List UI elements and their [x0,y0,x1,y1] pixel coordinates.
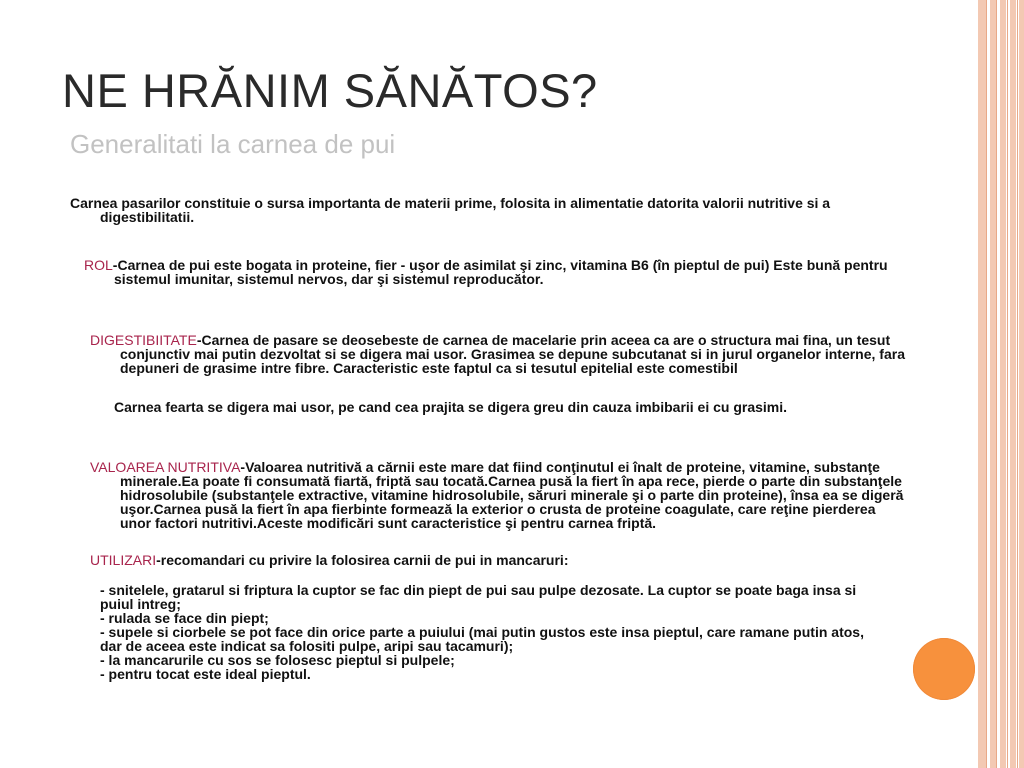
digestibilitate-note-text: Carnea fearta se digera mai usor, pe cand cea prajita se digera greu din cauza imbibarii ei cu grasimi. [114,399,788,415]
utilizari-paragraph [90,553,880,567]
utilizari-list [100,583,870,681]
decor-stripe [1010,0,1016,768]
digestibilitate-note [100,400,880,414]
valoare-paragraph [90,460,910,530]
decor-stripe-line [1017,0,1018,768]
rol-text: -Carnea de pui este bogata in proteine, fier - uşor de asimilat şi zinc, vitamina B6 (în pieptul de pui) Este bună pentru sistemul imunitar, sistemul nervos, dar şi sistemul reproducător. [112,257,888,287]
slide-subtitle: Generalitati la carnea de pui [70,129,396,159]
list-item: - supele si ciorbele se pot face din orice parte a puiului (mai putin gustos este insa pieptul, care ramane putin atos, dar de aceea este indicat sa folositi pulpe, aripi sau tacamuri); [100,624,864,654]
intro-paragraph: Carnea pasarilor constituie o sursa importanta de materii prime, folosita in alimentatie datorita valorii nutritive si a digestibilitatii. [70,195,831,225]
decor-stripe [1000,0,1006,768]
decor-stripe-line [1007,0,1008,768]
list-item: - pentru tocat este ideal pieptul. [100,666,311,682]
decor-stripe-line [996,0,997,768]
slide-title: NE HRĂNIM SĂNĂTOS? [62,64,598,117]
list-item: - snitelele, gratarul si friptura la cuptor se fac din piept de pui sau pulpe dezosate. La cuptor se poate baga insa si puiul intreg; [100,582,857,612]
decor-circle [913,638,975,700]
digestibilitate-paragraph [90,333,910,375]
decor-stripe [1019,0,1024,768]
list-item: - rulada se face din piept; [100,610,269,626]
list-item: - la mancarurile cu sos se folosesc pieptul si pulpele; [100,652,455,668]
valoare-label: VALOAREA NUTRITIVA [90,459,241,475]
decor-stripe [978,0,986,768]
rol-paragraph [84,258,894,286]
digestibilitate-text: -Carnea de pasare se deosebeste de carnea de macelarie prin aceea ca are o structura mai fina, un tesut conjunctiv mai putin dezvoltat si se digera mai usor. Grasimea se depune subcutanat si in jurul organelor interne, fara depuneri de grasime intre fibre. Caracteristic este faptul ca si tesutul epitelial este comestibil [120,332,905,376]
utilizari-text: -recomandari cu privire la folosirea carnii de pui in mancaruri: [156,552,569,568]
rol-label: ROL [84,257,113,273]
utilizari-label: UTILIZARI [90,552,157,568]
decor-stripe-line [986,0,987,768]
digestibilitate-label: DIGESTIBIITATE [90,332,197,348]
valoare-text: -Valoarea nutritivă a cărnii este mare dat fiind conţinutul ei înalt de proteine, vitamine, substanţe minerale.Ea poate fi consumată fiartă, friptă sau tocată.Carnea pusă la fiert în apa rece, pierde o parte din substanţele hidrosolubile (substanţele extractive, vitamine hidrosolubile, săruri minerale şi o parte din proteine), însa ea se digeră uşor.Carnea pusă la fiert în apa fierbinte formează la exterior o crusta de proteine coagulate, care reţine pierderea unor factori nutritivi.Aceste modificări sunt caracteristice şi pentru carnea friptă. [120,459,904,531]
